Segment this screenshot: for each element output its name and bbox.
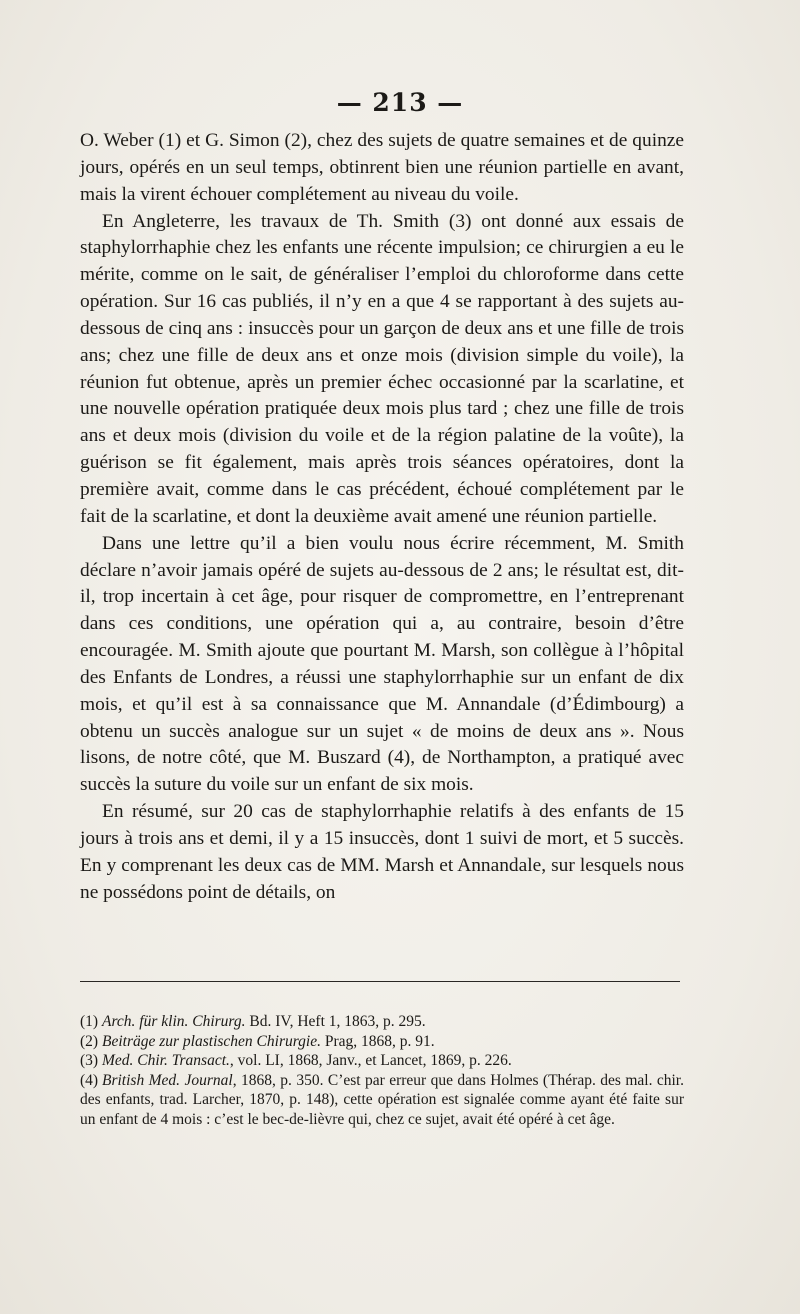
footnote-detail: Prag, 1868, p. 91. <box>321 1032 435 1050</box>
paragraph: En Angleterre, les travaux de Th. Smith (3) ont donné aux essais de staphylorrhaphie chez les enfants une récente impulsion; ce chirurgien a eu le mérite, comme on le sait, de généraliser l’emploi du chloroforme dans cette opération. Sur 16 cas publiés, il n’y en a que 4 se rapportant à des sujets au-dessous de cinq ans : insuccès pour un garçon de deux ans et une fille de trois ans; chez une fille de deux ans et onze mois (division simple du voile), la réunion fut obtenue, après un premier échec occasionné par la scarlatine, et une nouvelle opération pratiquée deux mois plus tard ; chez une fille de trois ans et deux mois (division du voile et de la région palatine de la voûte), la guérison se fit également, mais après trois séances opératoires, dont la première avait, comme dans le cas précédent, échoué complétement par le fait de la scarlatine, et dont la deuxième avait amené une réunion partielle. <box>80 210 684 527</box>
footnote-detail: , 1868, p. 350. C’est par erreur que dans Holmes (Thérap. des mal. chir. des enfants, trad. Larcher, 1870, p. 148), cette opération est signalée comme ayant été faite sur un enfant de 4 mois : c’est le bec-de-lièvre qui, chez ce sujet, avait été opéré à cet âge. <box>80 1071 684 1128</box>
footnote-detail: Bd. IV, Heft 1, 1863, p. 295. <box>245 1013 426 1030</box>
footnote-number: (4) <box>80 1071 99 1089</box>
footnote-detail: , vol. LI, 1868, Janv., et Lancet, 1869, p. 226. <box>229 1052 512 1070</box>
footnote <box>80 1051 684 1071</box>
paragraph: Dans une lettre qu’il a bien voulu nous écrire récemment, M. Smith déclare n’avoir jamais opéré de sujets au-dessous de 2 ans; le résultat est, dit-il, trop incertain à cet âge, pour risquer de compromettre, en l’entreprenant dans ces conditions, une opération qui a, au contraire, besoin d’être encouragée. M. Smith ajoute que pourtant M. Marsh, son collègue à l’hôpital des Enfants de Londres, a réussi une staphylorrhaphie sur un enfant de dix mois, et qu’il est à sa connaissance que M. Annandale (d’Édimbourg) a obtenu un succès analogue sur un sujet « de moins de deux ans ». Nous lisons, de notre côté, que M. Buszard (4), de Northampton, a pratiqué avec succès la suture du voile sur un enfant de six mois. <box>80 532 684 796</box>
footnote-source: British Med. Journal <box>102 1071 233 1089</box>
footnote-source: Med. Chir. Transact. <box>102 1052 230 1070</box>
paragraph: En résumé, sur 20 cas de staphylorrhaphie relatifs à des enfants de 15 jours à trois ans et demi, il y a 15 insuccès, dont 1 suivi de mort, et 5 succès. En y comprenant les deux cas de MM. Marsh et Annandale, sur lesquels nous ne possédons point de détails, on <box>80 801 684 903</box>
footnote <box>80 1012 684 1032</box>
footnote-source: Beiträge zur plastischen Chirurgie. <box>102 1032 321 1050</box>
footnote-number: (3) <box>80 1052 99 1070</box>
body-text <box>80 128 684 906</box>
footnote-number: (1) <box>80 1013 99 1030</box>
footnote <box>80 1071 684 1130</box>
footnotes <box>80 1012 684 1130</box>
paragraph: O. Weber (1) et G. Simon (2), chez des sujets de quatre semaines et de quinze jours, opérés en un seul temps, obtinrent bien une réunion partielle en avant, mais la virent échouer complétement au niveau du voile. <box>80 130 684 205</box>
page-number: — 213 — <box>336 88 464 117</box>
footnote-divider <box>80 981 680 982</box>
footnote <box>80 1032 684 1052</box>
footnote-number: (2) <box>80 1032 99 1050</box>
footnote-source: Arch. für klin. Chirurg. <box>102 1013 246 1030</box>
